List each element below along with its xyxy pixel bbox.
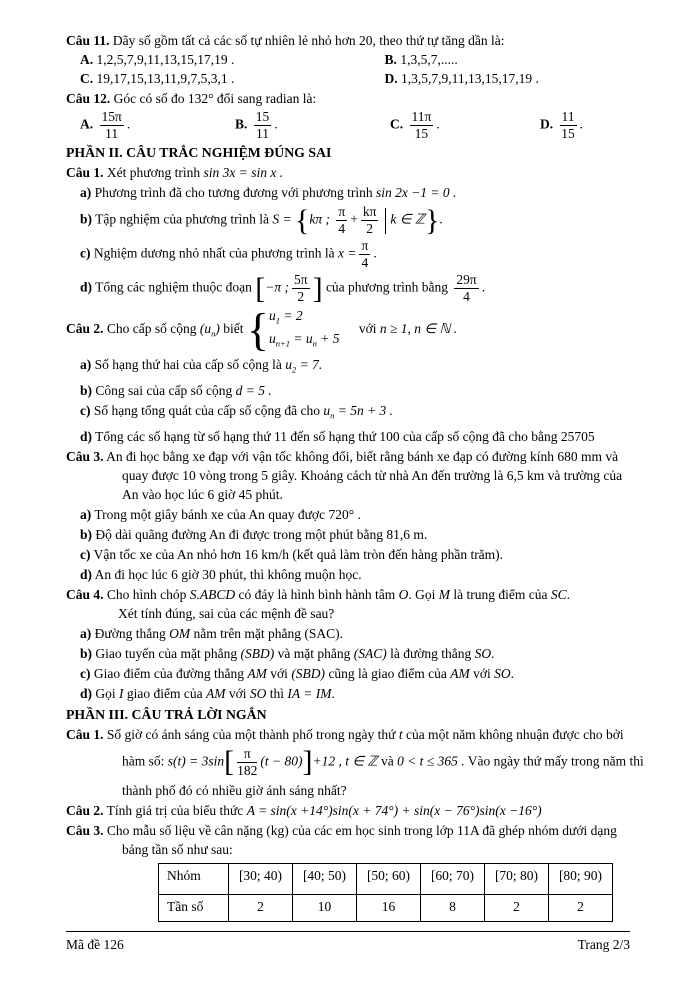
- statement-label: b): [80, 526, 93, 542]
- statement-label: b): [80, 211, 93, 227]
- p2-q3-statement-c: [66, 545, 630, 564]
- p3-question-1-stem-line-3: thành phố đó có nhiều giờ ánh sáng nhất?: [122, 782, 347, 798]
- math-expression: = 5n + 3 .: [337, 403, 394, 419]
- statement-text: của phương trình bằng: [325, 279, 448, 295]
- question-11-options-row-1: [66, 50, 630, 69]
- question-text: là trung điểm của: [453, 586, 548, 602]
- fraction-denominator: 15: [561, 126, 575, 141]
- fraction-numerator: π: [361, 238, 369, 253]
- p2-q1-statement-a: [66, 183, 630, 202]
- option-a-text: 1,2,5,7,9,11,13,15,17,19 .: [96, 52, 235, 67]
- statement-text: An đi học lúc 6 giờ 30 phút, thì không muộn học.: [94, 566, 362, 582]
- math-expression: sin 2x −1 = 0 .: [375, 185, 457, 200]
- question-text: Cho hình chóp: [106, 586, 187, 602]
- period: .: [579, 116, 583, 132]
- question-label: Câu 4.: [66, 586, 104, 602]
- subscript: n: [312, 338, 317, 349]
- p2-q1-statement-d: d) Tổng các nghiệm thuộc đoạn [−π ; $\frac{5\pi}{2}$ ] của phương trình bằng $\frac{29\pi}{4}$ .: [80, 271, 486, 305]
- statement-text: cũng là giao điểm của: [328, 665, 447, 681]
- math-expression: SO: [494, 665, 511, 681]
- math-expression: u: [268, 308, 276, 323]
- option-b-label: B.: [384, 52, 397, 67]
- table-cell: [80; 90): [549, 863, 613, 894]
- table-cell: 2: [549, 894, 613, 921]
- statement-text: Công sai của cấp số cộng: [95, 383, 233, 399]
- question-text: biết: [223, 320, 244, 336]
- fraction: [359, 239, 370, 270]
- table-cell: 2: [229, 894, 293, 921]
- question-text: Vào ngày thứ mấy trong năm thì: [467, 753, 644, 769]
- fraction-numerator: 11π: [411, 109, 432, 124]
- question-12-options-row: [66, 110, 630, 141]
- option-c: [66, 69, 371, 88]
- p2-q1-statement-b: b) Tập nghiệm của phương trình là S = {kπ ; $\frac{\pi}{4}$ + $\frac{k\pi}{2}$ k ∈ ℤ}.: [80, 203, 443, 237]
- statement-text: Tổng các số hạng từ số hạng thứ 11 đến số hạng thứ 100 của cấp số cộng đã cho bằng 25705: [95, 428, 595, 444]
- question-12-stem: [66, 89, 630, 108]
- math-expression: = u: [293, 330, 313, 346]
- math-expression: t: [398, 726, 403, 742]
- part-3-heading: PHẦN III. CÂU TRẢ LỜI NGẮN: [66, 706, 267, 722]
- statement-label: d): [80, 685, 93, 701]
- period: .: [510, 665, 515, 681]
- option-b-text: 1,3,5,7,.....: [400, 52, 458, 67]
- question-label: Câu 2.: [66, 320, 104, 336]
- statement-text: thì: [269, 685, 285, 701]
- math-expression: = 7.: [299, 357, 323, 373]
- fraction-denominator: 4: [338, 221, 346, 236]
- question-text: Cho cấp số cộng: [106, 320, 197, 336]
- p2-q3-statement-d: [66, 565, 630, 584]
- question-label: Câu 1.: [66, 726, 104, 742]
- fraction-numerator: 29π: [456, 272, 477, 287]
- p2-q1-statement-c: [66, 239, 630, 270]
- statement-text: Phương trình đã cho tương đương với phương trình: [94, 185, 373, 200]
- statement-label: d): [80, 279, 93, 295]
- question-12-text: Góc có số đo 132° đổi sang radian là:: [113, 91, 317, 106]
- part-2-heading: PHẦN II. CÂU TRẮC NGHIỆM ĐÚNG SAI: [66, 145, 332, 160]
- math-expression: (SBD): [291, 665, 326, 681]
- option-a: [66, 50, 371, 69]
- math-expression: −π ;: [265, 279, 289, 295]
- question-label: Câu 3.: [66, 822, 104, 838]
- option-b: [371, 50, 630, 69]
- math-expression: kπ ;: [309, 211, 330, 227]
- math-expression: x =: [338, 245, 357, 261]
- option-a: [66, 110, 221, 141]
- math-expression: IA = IM: [287, 685, 332, 701]
- subscript: 2: [292, 365, 297, 376]
- option-d-label: D.: [384, 71, 398, 86]
- math-expression: OM: [169, 625, 191, 641]
- period: .: [331, 685, 335, 701]
- period: .: [126, 116, 131, 132]
- table-header-frequency: Tần số: [159, 894, 229, 921]
- option-b-label: B.: [235, 116, 248, 132]
- statement-text: Giao tuyến của mặt phẳng: [95, 645, 238, 661]
- statement-label: d): [80, 566, 93, 582]
- math-expression: n ≥ 1, n ∈ ℕ .: [379, 320, 458, 336]
- period: .: [439, 211, 443, 227]
- table-cell: 16: [357, 894, 421, 921]
- table-header-group: Nhóm: [159, 863, 229, 894]
- question-12-label: Câu 12.: [66, 91, 111, 106]
- math-expression: SC: [550, 586, 567, 602]
- question-text: . Gọi: [408, 586, 436, 602]
- system-line-1: [269, 307, 340, 330]
- p2-q3-statement-b: [66, 525, 630, 544]
- p2-question-2-stem: Câu 2. Cho cấp số cộng $(u_n)$ biết { $u_1 = 2$ $u_{n+1} = u_n + 5$ với n ≥ 1, n ∈ ℕ .: [66, 303, 458, 355]
- fraction-numerator: π: [338, 204, 346, 219]
- period: .: [373, 245, 377, 261]
- plus-sign: +: [350, 211, 358, 227]
- p2-q3-statement-a: [66, 505, 630, 524]
- math-expression: t ∈ ℤ: [345, 753, 378, 769]
- table-row-groups: [159, 863, 613, 894]
- system-line-2: [269, 330, 340, 353]
- math-expression: u: [323, 403, 331, 419]
- question-text: Tính giá trị của biểu thức: [106, 802, 244, 818]
- question-text: có đáy là hình bình hành tâm: [238, 586, 396, 602]
- statement-label: c): [80, 403, 91, 419]
- fraction-numerator: 15π: [101, 109, 122, 124]
- statement-label: a): [80, 625, 92, 641]
- math-expression: A = sin(x +14°)sin(x + 74°) + sin(x − 76°)sin(x −16°): [246, 802, 542, 818]
- fraction-denominator: 15: [414, 126, 429, 141]
- set-divider-bar: [385, 208, 386, 234]
- option-c-label: C.: [390, 116, 404, 132]
- fraction: [237, 747, 257, 778]
- fraction-denominator: 2: [297, 289, 305, 304]
- math-expression: AM: [206, 685, 226, 701]
- p2-question-1-stem: [66, 163, 630, 182]
- period: .: [436, 116, 440, 132]
- question-text: và: [380, 753, 394, 769]
- table-cell: [30; 40): [229, 863, 293, 894]
- question-label: Câu 2.: [66, 802, 104, 818]
- period: .: [274, 116, 278, 132]
- statement-text: Gọi: [95, 685, 116, 701]
- statement-label: d): [80, 428, 93, 444]
- question-text: Xét phương trình: [106, 165, 201, 180]
- math-expression: S =: [272, 211, 292, 227]
- math-expression: d = 5 .: [235, 383, 272, 399]
- question-text: với: [358, 320, 377, 336]
- question-11-label: Câu 11.: [66, 33, 110, 48]
- math-expression: SO: [249, 685, 267, 701]
- statement-text: với: [270, 665, 288, 681]
- p2-q4-statement-b: [66, 644, 630, 663]
- p2-question-3-stem-line-3: An vào học lúc 6 giờ 45 phút.: [122, 486, 283, 502]
- fraction-numerator: 5π: [293, 272, 308, 287]
- math-expression: (SBD): [240, 645, 275, 661]
- table-cell: 10: [293, 894, 357, 921]
- math-expression: SO: [474, 645, 492, 661]
- math-expression: AM: [247, 665, 267, 681]
- period: .: [481, 279, 486, 295]
- option-d: [526, 110, 630, 141]
- equation-system: [269, 307, 340, 352]
- p3-question-1-stem: [66, 725, 630, 744]
- subscript: n: [211, 328, 216, 339]
- p2-q4-statement-c: [66, 664, 630, 683]
- statement-text: là đường thẳng: [390, 645, 472, 661]
- statement-label: c): [80, 546, 91, 562]
- math-expression: S.ABCD: [189, 586, 236, 602]
- math-expression: M: [438, 586, 450, 602]
- fraction-numerator: 15: [255, 109, 270, 124]
- math-expression: AM: [450, 665, 470, 681]
- fraction-numerator: π: [237, 747, 257, 763]
- statement-label: b): [80, 383, 93, 399]
- p2-q4-statement-a: [66, 624, 630, 643]
- option-a-label: A.: [80, 116, 94, 132]
- p2-q2-statement-b: [66, 381, 630, 400]
- statement-text: Giao điểm của đường thẳng: [93, 665, 245, 681]
- statement-text: Vận tốc xe của An nhỏ hơn 16 km/h (kết quả làm tròn đến hàng phần trăm).: [93, 546, 504, 562]
- p2-q2-statement-a: [66, 355, 630, 380]
- fraction-numerator: kπ: [362, 204, 377, 219]
- p2-question-3-stem: [66, 447, 630, 466]
- p2-question-3-stem-line-2: quay được 10 vòng trong 5 giây. Khoảng cách từ nhà An đến trường là 6,5 km và trường của: [122, 467, 623, 483]
- question-text: Cho mẫu số liệu về cân nặng (kg) của các em học sinh trong lớp 11A đã ghép nhóm dưới dạng: [106, 822, 617, 838]
- fraction: [336, 205, 347, 236]
- option-b: [221, 110, 376, 141]
- statement-text: Nghiệm dương nhỏ nhất của phương trình là: [93, 245, 335, 261]
- statement-text: giao điểm của: [126, 685, 203, 701]
- math-expression: k ∈ ℤ: [390, 211, 425, 227]
- statement-text: và mặt phẳng: [277, 645, 351, 661]
- statement-text: Độ dài quãng đường An đi được trong một phút bằng: [95, 526, 384, 542]
- p3-question-2: [66, 801, 630, 820]
- table-cell: [60; 70): [421, 863, 485, 894]
- exam-code: Mã đề 126: [66, 937, 124, 952]
- p2-question-4-stem: [66, 585, 630, 604]
- table-cell: [40; 50): [293, 863, 357, 894]
- math-expression: (t − 80): [260, 753, 303, 769]
- question-text: hàm số:: [122, 753, 165, 769]
- math-expression: ): [215, 320, 220, 336]
- math-expression: O: [398, 586, 409, 602]
- question-11-text: Dãy số gồm tất cả các số tự nhiên lẻ nhỏ hơn 20, theo thứ tự tăng dần là:: [112, 33, 505, 48]
- table-cell: 2: [485, 894, 549, 921]
- math-expression: sin 3x = sin x .: [203, 165, 284, 180]
- statement-text: Tổng các nghiệm thuộc đoạn: [95, 279, 252, 295]
- p3-question-1-formula-line: hàm số: s(t) = 3sin[ $\frac{\pi}{182}$ (t − 80)]+12 , t ∈ ℤ và 0 < t ≤ 365 . Vào ngày thứ mấy trong năm thì: [122, 745, 644, 779]
- fraction: [100, 110, 124, 141]
- math-expression: (SAC): [353, 645, 387, 661]
- fraction: [560, 110, 577, 141]
- fraction-numerator: 11: [561, 109, 575, 124]
- option-c-text: 19,17,15,13,11,9,7,5,3,1 .: [96, 71, 235, 86]
- statement-label: a): [80, 185, 92, 200]
- statement-text: nằm trên mặt phẳng (SAC).: [193, 625, 344, 641]
- p2-question-4-stem-line-2: Xét tính đúng, sai của các mệnh đề sau?: [118, 605, 335, 621]
- page-number: Trang 2/3: [577, 937, 630, 952]
- p3-question-3-stem: [66, 821, 630, 840]
- fraction-denominator: 182: [237, 762, 258, 778]
- statement-label: a): [80, 357, 92, 373]
- table-cell: 8: [421, 894, 485, 921]
- statement-text: Tập nghiệm của phương trình là: [95, 211, 269, 227]
- option-c-label: C.: [80, 71, 94, 86]
- question-label: Câu 3.: [66, 448, 104, 464]
- period: .: [491, 645, 495, 661]
- subscript: n: [330, 410, 335, 421]
- math-expression: u: [285, 357, 293, 373]
- statement-label: b): [80, 645, 93, 661]
- question-11-options-row-2: [66, 69, 630, 88]
- page-footer: [66, 935, 630, 954]
- question-text: của một năm không nhuận được cho bởi: [405, 726, 624, 742]
- math-expression: 81,6 m.: [386, 526, 428, 542]
- math-expression: 720° .: [328, 506, 361, 522]
- statement-text: Đường thẳng: [94, 625, 166, 641]
- option-d: [371, 69, 630, 88]
- statement-text: với: [473, 665, 491, 681]
- statement-text: Số hạng thứ hai của cấp số cộng là: [94, 357, 282, 373]
- question-text: An đi học bằng xe đạp với vận tốc không đổi, biết rằng bánh xe đạp có đường kính 680 mm và: [106, 448, 619, 464]
- fraction-denominator: 2: [366, 221, 373, 236]
- math-expression: (u: [199, 320, 212, 336]
- fraction: [254, 110, 272, 141]
- statement-label: c): [80, 245, 91, 261]
- question-11-stem: [66, 31, 630, 50]
- subscript: 1: [275, 315, 280, 326]
- period: .: [566, 586, 570, 602]
- p2-q4-statement-d: [66, 684, 630, 703]
- math-expression: s(t) = 3sin: [167, 753, 225, 769]
- p2-q2-statement-d: [66, 427, 630, 446]
- subscript: n+1: [275, 338, 290, 349]
- statement-text: Trong một giây bánh xe của An quay được: [94, 506, 326, 522]
- p2-q2-statement-c: [66, 401, 630, 426]
- table-cell: [50; 60): [357, 863, 421, 894]
- fraction-denominator: 4: [361, 255, 369, 270]
- statement-label: a): [80, 506, 92, 522]
- question-label: Câu 1.: [66, 165, 104, 180]
- fraction-denominator: 4: [463, 289, 470, 304]
- fraction-denominator: 11: [256, 126, 270, 141]
- fraction: [454, 273, 478, 304]
- math-expression: u: [268, 330, 276, 346]
- fraction-denominator: 11: [105, 126, 119, 141]
- statement-text: với: [228, 685, 247, 701]
- statement-label: c): [80, 665, 91, 681]
- option-c: [376, 110, 526, 141]
- footer-divider: [66, 931, 630, 932]
- math-expression: +12 ,: [312, 753, 342, 769]
- p3-question-3-stem-line-2: bảng tần số như sau:: [122, 841, 233, 857]
- option-a-label: A.: [80, 52, 94, 67]
- option-d-label: D.: [540, 116, 554, 132]
- math-expression: I: [119, 685, 124, 701]
- math-expression: 0 < t ≤ 365 .: [397, 753, 465, 769]
- math-expression: = 2: [283, 308, 303, 323]
- table-cell: [70; 80): [485, 863, 549, 894]
- question-text: Số giờ có ánh sáng của một thành phố trong ngày thứ: [106, 726, 396, 742]
- math-expression: + 5: [320, 330, 340, 346]
- fraction: [292, 273, 310, 304]
- option-d-text: 1,3,5,7,9,11,13,15,17,19 .: [401, 71, 539, 86]
- fraction: [410, 110, 434, 141]
- frequency-table: [158, 863, 613, 922]
- table-row-frequencies: [159, 894, 613, 921]
- fraction: [361, 205, 379, 236]
- statement-text: Số hạng tổng quát của cấp số cộng đã cho: [93, 403, 320, 419]
